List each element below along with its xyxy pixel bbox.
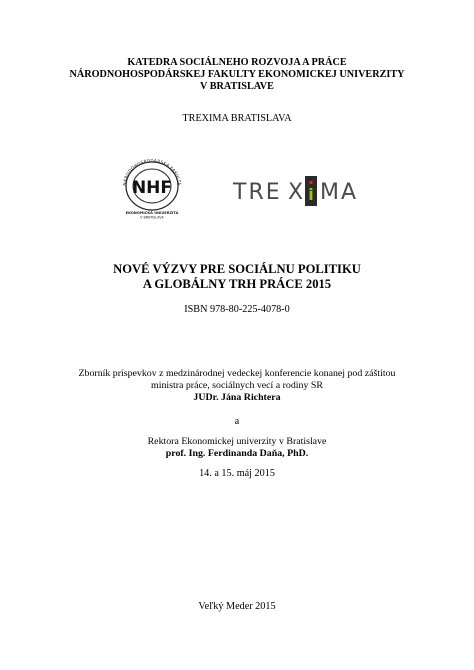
title-line-2: A GLOBÁLNY TRH PRÁCE 2015 bbox=[142, 277, 332, 291]
institution-header bbox=[0, 57, 474, 93]
header-line-1: KATEDRA SOCIÁLNEHO ROZVOJA A PRÁCE bbox=[127, 57, 347, 68]
conjunction: a bbox=[234, 416, 240, 427]
nhf-faculty-logo-icon bbox=[116, 156, 188, 220]
organization-name: TREXIMA BRATISLAVA bbox=[182, 113, 292, 124]
trexima-dot bbox=[310, 181, 313, 184]
trexima-part-3: i bbox=[308, 185, 314, 204]
trexima-part-4: MA bbox=[320, 180, 359, 205]
rector-line-1: Rektora Ekonomickej univerzity v Bratislave bbox=[147, 436, 327, 447]
conference-dates: 14. a 15. máj 2015 bbox=[199, 468, 275, 479]
minister-name: JUDr. Jána Richtera bbox=[193, 392, 281, 403]
nhf-sub-1: EKONOMICKÁ UNIVERZITA bbox=[125, 211, 179, 215]
proceedings-block bbox=[0, 368, 474, 404]
nhf-sub-2: V BRATISLAVE bbox=[140, 215, 164, 220]
nhf-letters: NHF bbox=[131, 178, 173, 198]
trexima-part-1: TRE bbox=[233, 180, 282, 205]
proceedings-line-1: Zborník príspevkov z medzinárodnej vedeckej konferencie konanej pod záštitou bbox=[78, 368, 396, 379]
place-year: Veľký Meder 2015 bbox=[198, 601, 276, 612]
logos-row bbox=[0, 156, 474, 226]
proceedings-line-2: ministra práce, sociálnych vecí a rodiny SR bbox=[151, 380, 323, 391]
nhf-ring-text: NÁRODOHOSPODÁRSKA FAKULTA bbox=[121, 157, 183, 186]
isbn: ISBN 978-80-225-4078-0 bbox=[184, 304, 290, 315]
rector-block bbox=[0, 436, 474, 460]
rector-name: prof. Ing. Ferdinanda Daňa, PhD. bbox=[165, 448, 309, 459]
title-line-1: NOVÉ VÝZVY PRE SOCIÁLNU POLITIKU bbox=[113, 262, 361, 276]
document-title bbox=[0, 262, 474, 292]
trexima-part-2: X bbox=[288, 180, 304, 205]
header-line-2: NÁRODNOHOSPODÁRSKEJ FAKULTY EKONOMICKEJ UNIVERZITY bbox=[69, 69, 405, 80]
trexima-logo-icon bbox=[233, 172, 359, 208]
header-line-3: V BRATISLAVE bbox=[200, 81, 274, 92]
